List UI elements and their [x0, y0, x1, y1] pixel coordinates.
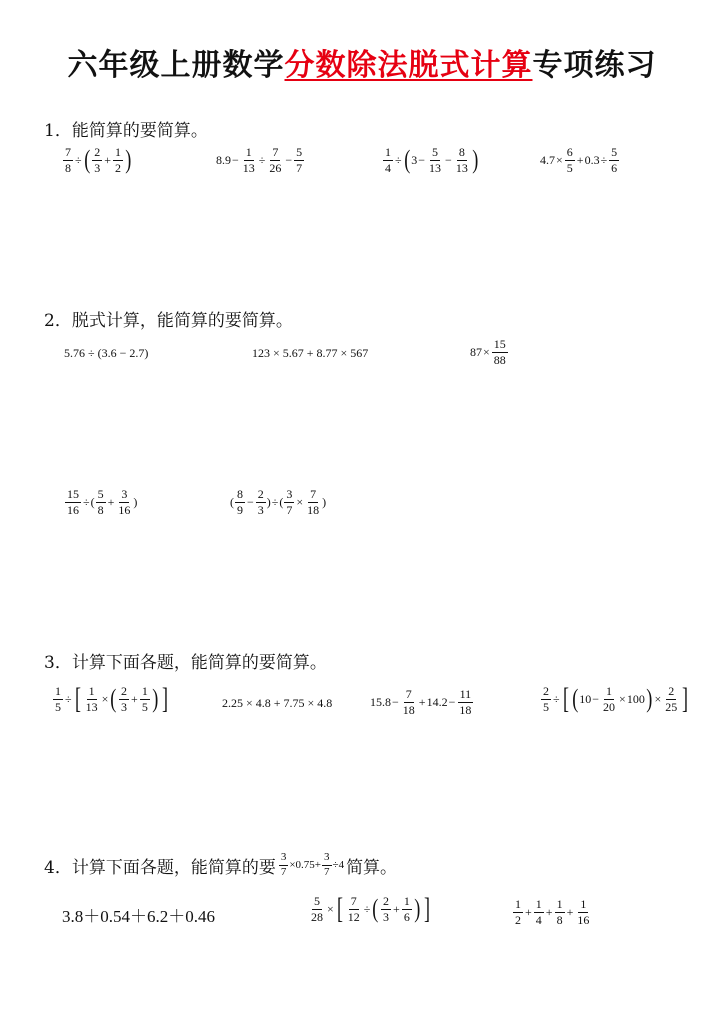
- title-highlight: 分数除法脱式计算: [284, 48, 533, 83]
- inline-example: $\frac{3}{7}$ × 0.75 + $\frac{3}{7}$ ÷ 4: [280, 851, 345, 878]
- problem-2b: 123 × 5.67 + 8.77 × 567: [252, 346, 369, 360]
- question-3-heading: 3．计算下面各题，能简算的要简算。: [44, 653, 327, 673]
- problem-4c: $\frac{1}{2}$ + $\frac{1}{4}$ + $\frac{1}{8}$ + $\frac{1}{16}$: [515, 897, 590, 927]
- fraction: $\frac{7}{8}$: [65, 145, 71, 175]
- problem-1b: 8.9 − $\frac{1}{13}$ ÷ $\frac{7}{26}$ − $\frac{5}{7}$: [216, 145, 303, 175]
- problem-2c: 87 × $\frac{15}{88}$: [470, 337, 506, 367]
- problem-2d: $\frac{15}{16}$ ÷ ( $\frac{5}{8}$ + $\frac{3}{16}$ ): [67, 487, 138, 517]
- page-title: [0, 40, 724, 84]
- problem-1d: 4.7 × $\frac{6}{5}$ + 0.3 ÷ $\frac{5}{6}$: [540, 145, 618, 175]
- problem-3a: $\frac{1}{5}$ ÷ [ $\frac{1}{13}$ × ( $\frac{2}{3}$ + $\frac{1}{5}$ ) ]: [55, 682, 168, 715]
- problem-3c: 15.8 − $\frac{7}{18}$ + 14.2 − $\frac{11}{18}$: [370, 687, 472, 717]
- title-suffix: 专项练习: [532, 48, 657, 83]
- problem-3d: $\frac{2}{5}$ ÷ [ ( 10 − $\frac{1}{20}$ × 100 ) × $\frac{2}{25}$ ]: [543, 682, 689, 715]
- problem-1a: $\frac{7}{8}$ ÷ ( $\frac{2}{3}$ + $\frac{1}{2}$ ): [65, 145, 132, 175]
- problem-4a: 3.8＋0.54＋6.2＋0.46: [62, 907, 215, 926]
- problem-3b: 2.25 × 4.8 + 7.75 × 4.8: [222, 696, 333, 710]
- problem-4b: $\frac{5}{28}$ × [ $\frac{7}{12}$ ÷ ( $\frac{2}{3}$ + $\frac{1}{6}$ ) ]: [311, 892, 430, 925]
- question-1-heading: 1．能简算的要简算。: [44, 121, 208, 141]
- problem-1c: $\frac{1}{4}$ ÷ ( 3 − $\frac{5}{13}$ − $\frac{8}{13}$ ): [385, 145, 479, 175]
- question-4-heading: 4．计算下面各题，能简算的要 $\frac{3}{7}$ × 0.75 + $\frac{3}{7}$ ÷ 4 简算。: [44, 851, 398, 878]
- question-2-heading: 2．脱式计算，能简算的要简算。: [44, 311, 293, 331]
- problem-2e: ( $\frac{8}{9}$ − $\frac{2}{3}$ ) ÷ ( $\frac{3}{7}$ × $\frac{7}{18}$ ): [230, 487, 327, 517]
- title-prefix: 六年级上册数学: [67, 48, 285, 83]
- problem-2a: 5.76 ÷ (3.6 − 2.7): [64, 346, 149, 360]
